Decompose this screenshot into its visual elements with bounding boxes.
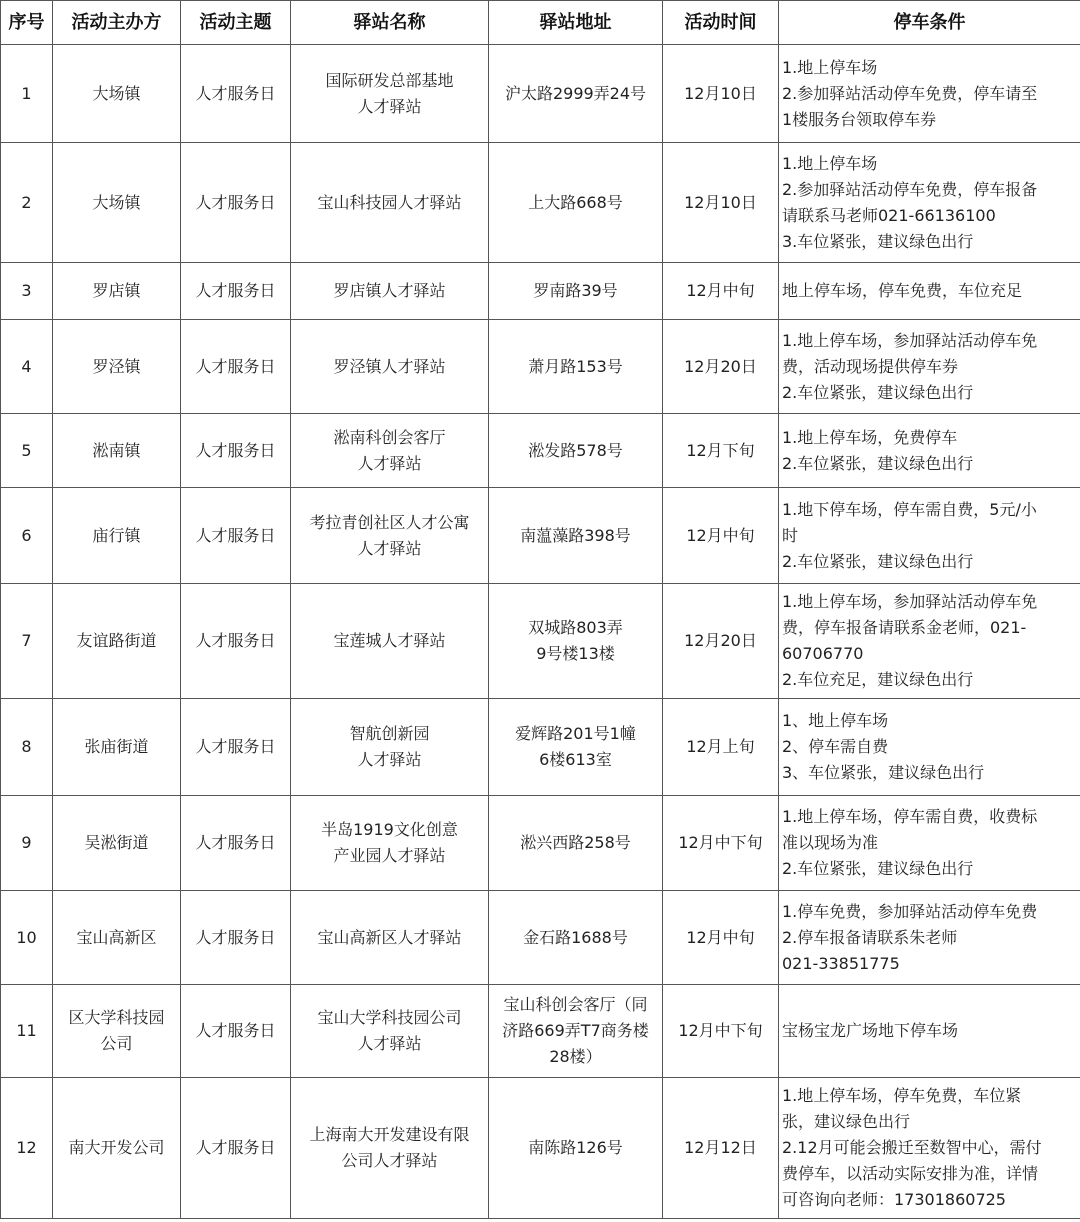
header-parking: 停车条件 bbox=[779, 1, 1080, 45]
cell-theme: 人才服务日 bbox=[181, 263, 291, 320]
cell-time: 12月中旬 bbox=[663, 263, 779, 320]
cell-station: 罗泾镇人才驿站 bbox=[291, 320, 489, 414]
cell-no: 4 bbox=[1, 320, 53, 414]
cell-host: 罗泾镇 bbox=[53, 320, 181, 414]
cell-station: 国际研发总部基地 人才驿站 bbox=[291, 45, 489, 143]
cell-address: 金石路1688号 bbox=[489, 891, 663, 985]
cell-theme: 人才服务日 bbox=[181, 320, 291, 414]
cell-address: 萧月路153号 bbox=[489, 320, 663, 414]
cell-time: 12月中下旬 bbox=[663, 796, 779, 891]
cell-parking: 1.地下停车场，停车需自费，5元/小 时 2.车位紧张，建议绿色出行 bbox=[779, 488, 1080, 584]
header-row bbox=[1, 1, 1080, 45]
cell-parking: 1.地上停车场，参加驿站活动停车免 费，活动现场提供停车券 2.车位紧张，建议绿色出行 bbox=[779, 320, 1080, 414]
table-row bbox=[1, 414, 1080, 488]
cell-parking: 1.地上停车场，停车需自费，收费标 准以现场为准 2.车位紧张，建议绿色出行 bbox=[779, 796, 1080, 891]
header-no: 序号 bbox=[1, 1, 53, 45]
header-host: 活动主办方 bbox=[53, 1, 181, 45]
cell-theme: 人才服务日 bbox=[181, 45, 291, 143]
cell-station: 宝山大学科技园公司 人才驿站 bbox=[291, 985, 489, 1078]
cell-time: 12月上旬 bbox=[663, 699, 779, 796]
table-row bbox=[1, 263, 1080, 320]
cell-theme: 人才服务日 bbox=[181, 584, 291, 699]
cell-theme: 人才服务日 bbox=[181, 796, 291, 891]
cell-host: 大场镇 bbox=[53, 45, 181, 143]
cell-host: 张庙街道 bbox=[53, 699, 181, 796]
cell-parking: 1.地上停车场，免费停车 2.车位紧张，建议绿色出行 bbox=[779, 414, 1080, 488]
table-row bbox=[1, 488, 1080, 584]
table-row bbox=[1, 1078, 1080, 1219]
table-row bbox=[1, 891, 1080, 985]
cell-theme: 人才服务日 bbox=[181, 699, 291, 796]
cell-parking: 1、地上停车场 2、停车需自费 3、车位紧张，建议绿色出行 bbox=[779, 699, 1080, 796]
cell-address: 宝山科创会客厅（同 济路669弄T7商务楼 28楼） bbox=[489, 985, 663, 1078]
cell-theme: 人才服务日 bbox=[181, 488, 291, 584]
cell-address: 沪太路2999弄24号 bbox=[489, 45, 663, 143]
header-theme: 活动主题 bbox=[181, 1, 291, 45]
cell-time: 12月20日 bbox=[663, 584, 779, 699]
cell-parking: 1.地上停车场，停车免费，车位紧 张，建议绿色出行 2.12月可能会搬迁至数智中心，需付 费停车，以活动实际安排为准，详情 可咨询向老师：17301860725 bbox=[779, 1078, 1080, 1219]
cell-station: 智航创新园 人才驿站 bbox=[291, 699, 489, 796]
table-row bbox=[1, 45, 1080, 143]
cell-station: 半岛1919文化创意 产业园人才驿站 bbox=[291, 796, 489, 891]
cell-time: 12月10日 bbox=[663, 143, 779, 263]
cell-host: 庙行镇 bbox=[53, 488, 181, 584]
cell-address: 淞发路578号 bbox=[489, 414, 663, 488]
cell-no: 9 bbox=[1, 796, 53, 891]
cell-no: 7 bbox=[1, 584, 53, 699]
cell-address: 罗南路39号 bbox=[489, 263, 663, 320]
table-row bbox=[1, 985, 1080, 1078]
cell-no: 1 bbox=[1, 45, 53, 143]
cell-no: 3 bbox=[1, 263, 53, 320]
cell-theme: 人才服务日 bbox=[181, 143, 291, 263]
cell-parking: 1.地上停车场 2.参加驿站活动停车免费，停车请至 1楼服务台领取停车券 bbox=[779, 45, 1080, 143]
cell-host: 吴淞街道 bbox=[53, 796, 181, 891]
cell-station: 宝山科技园人才驿站 bbox=[291, 143, 489, 263]
table-row bbox=[1, 699, 1080, 796]
cell-time: 12月10日 bbox=[663, 45, 779, 143]
cell-time: 12月20日 bbox=[663, 320, 779, 414]
header-address: 驿站地址 bbox=[489, 1, 663, 45]
cell-parking: 1.停车免费，参加驿站活动停车免费 2.停车报备请联系朱老师 021-33851775 bbox=[779, 891, 1080, 985]
table-row bbox=[1, 143, 1080, 263]
cell-theme: 人才服务日 bbox=[181, 1078, 291, 1219]
header-time: 活动时间 bbox=[663, 1, 779, 45]
cell-address: 南陈路126号 bbox=[489, 1078, 663, 1219]
cell-address: 南蕰藻路398号 bbox=[489, 488, 663, 584]
cell-time: 12月12日 bbox=[663, 1078, 779, 1219]
cell-time: 12月中旬 bbox=[663, 488, 779, 584]
cell-address: 上大路668号 bbox=[489, 143, 663, 263]
cell-station: 淞南科创会客厅 人才驿站 bbox=[291, 414, 489, 488]
cell-station: 宝莲城人才驿站 bbox=[291, 584, 489, 699]
cell-parking: 1.地上停车场，参加驿站活动停车免 费，停车报备请联系金老师，021- 60706770 2.车位充足，建议绿色出行 bbox=[779, 584, 1080, 699]
cell-host: 宝山高新区 bbox=[53, 891, 181, 985]
cell-parking: 1.地上停车场 2.参加驿站活动停车免费，停车报备 请联系马老师021-66136100 3.车位紧张，建议绿色出行 bbox=[779, 143, 1080, 263]
cell-station: 上海南大开发建设有限 公司人才驿站 bbox=[291, 1078, 489, 1219]
table-row bbox=[1, 320, 1080, 414]
cell-station: 宝山高新区人才驿站 bbox=[291, 891, 489, 985]
cell-no: 10 bbox=[1, 891, 53, 985]
cell-parking: 地上停车场，停车免费，车位充足 bbox=[779, 263, 1080, 320]
cell-no: 12 bbox=[1, 1078, 53, 1219]
table-row bbox=[1, 584, 1080, 699]
cell-host: 大场镇 bbox=[53, 143, 181, 263]
cell-theme: 人才服务日 bbox=[181, 985, 291, 1078]
cell-parking: 宝杨宝龙广场地下停车场 bbox=[779, 985, 1080, 1078]
cell-host: 南大开发公司 bbox=[53, 1078, 181, 1219]
cell-host: 友谊路街道 bbox=[53, 584, 181, 699]
cell-station: 考拉青创社区人才公寓 人才驿站 bbox=[291, 488, 489, 584]
cell-theme: 人才服务日 bbox=[181, 414, 291, 488]
cell-host: 淞南镇 bbox=[53, 414, 181, 488]
cell-time: 12月下旬 bbox=[663, 414, 779, 488]
cell-host: 罗店镇 bbox=[53, 263, 181, 320]
cell-no: 11 bbox=[1, 985, 53, 1078]
cell-address: 淞兴西路258号 bbox=[489, 796, 663, 891]
cell-address: 爱辉路201号1幢 6楼613室 bbox=[489, 699, 663, 796]
cell-no: 6 bbox=[1, 488, 53, 584]
cell-host: 区大学科技园 公司 bbox=[53, 985, 181, 1078]
table-row bbox=[1, 796, 1080, 891]
cell-no: 8 bbox=[1, 699, 53, 796]
cell-time: 12月中下旬 bbox=[663, 985, 779, 1078]
cell-address: 双城路803弄 9号楼13楼 bbox=[489, 584, 663, 699]
cell-no: 2 bbox=[1, 143, 53, 263]
cell-time: 12月中旬 bbox=[663, 891, 779, 985]
cell-station: 罗店镇人才驿站 bbox=[291, 263, 489, 320]
cell-no: 5 bbox=[1, 414, 53, 488]
header-station: 驿站名称 bbox=[291, 1, 489, 45]
cell-theme: 人才服务日 bbox=[181, 891, 291, 985]
